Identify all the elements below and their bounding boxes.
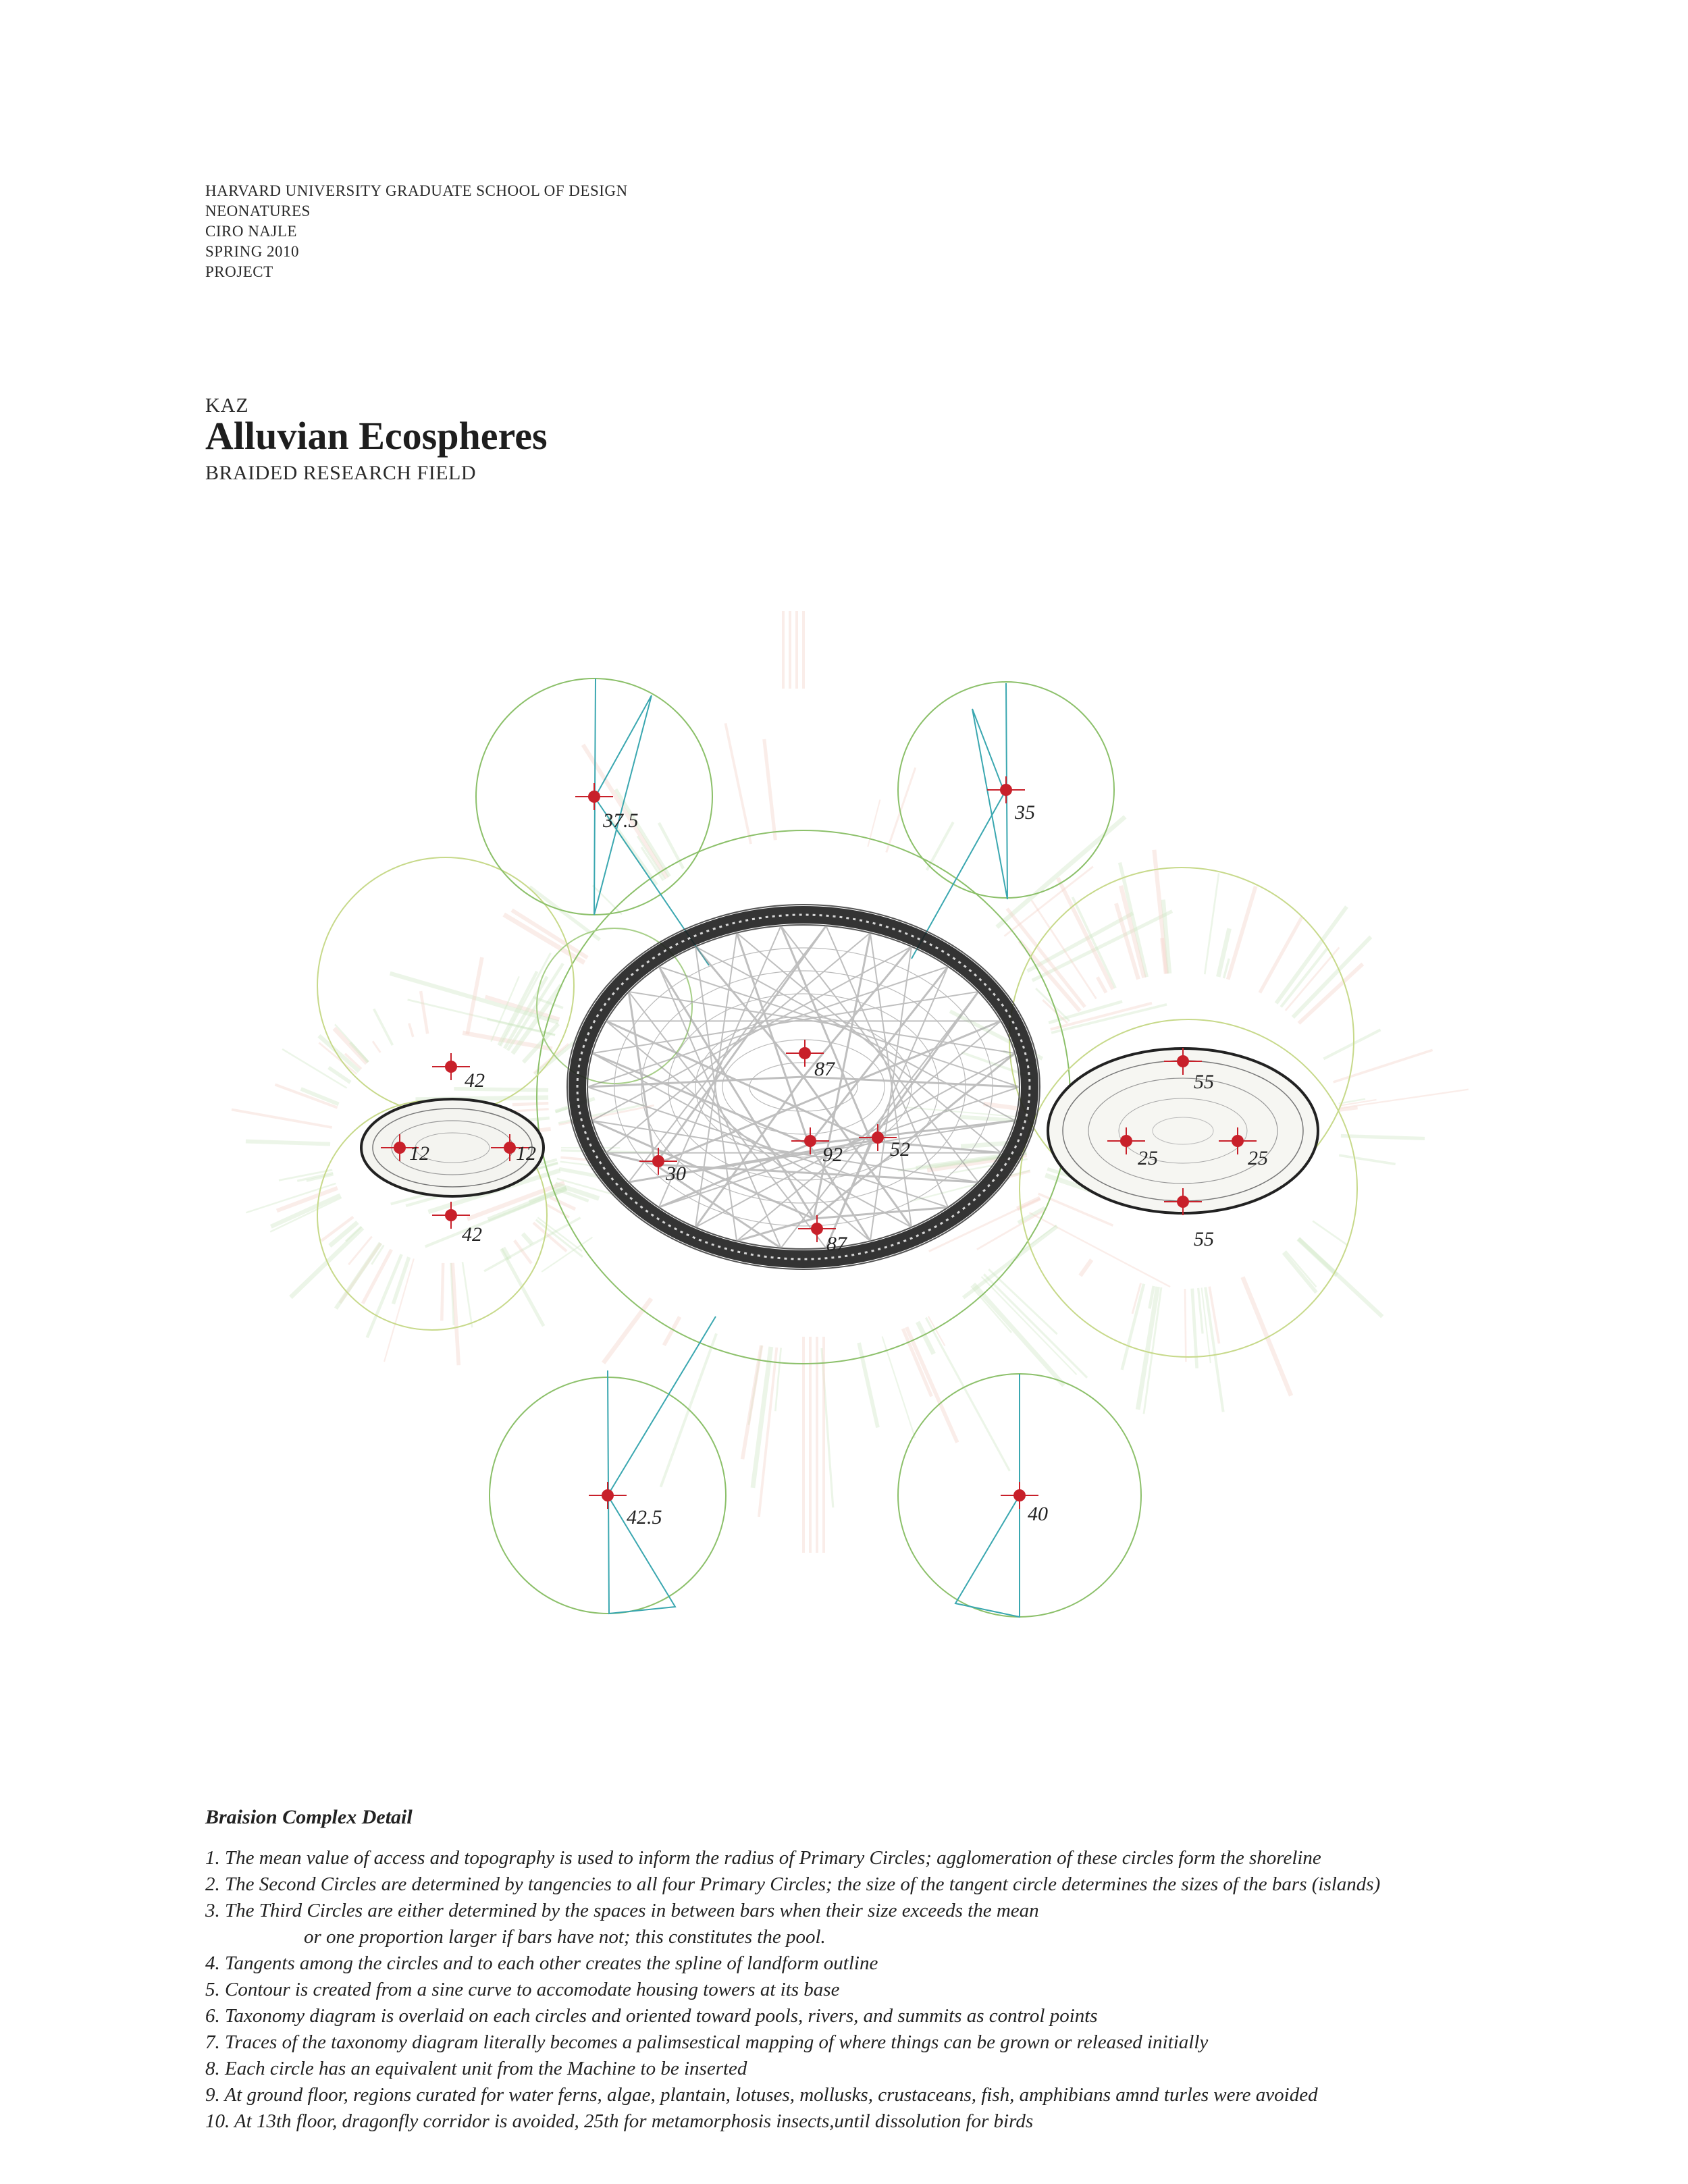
- taxonomy-ray: [421, 991, 427, 1034]
- node-marker: [588, 791, 600, 803]
- taxonomy-ray: [1339, 1155, 1395, 1164]
- taxonomy-ray: [363, 1250, 391, 1304]
- taxonomy-ray: [764, 739, 776, 840]
- institution-header: [205, 181, 628, 282]
- taxonomy-ray: [523, 1233, 532, 1244]
- taxonomy-ray: [1018, 1225, 1057, 1254]
- taxonomy-ray: [981, 1277, 1076, 1375]
- taxonomy-ray: [1058, 878, 1113, 989]
- taxonomy-ray: [463, 1262, 472, 1327]
- label-left-upper: 42: [465, 1069, 485, 1092]
- taxonomy-ray: [1284, 1252, 1317, 1292]
- header-line-instructor: CIRO NAJLE: [205, 223, 297, 240]
- node-marker: [1232, 1135, 1244, 1147]
- note-item: 9. At ground floor, regions curated for water ferns, algae, plantain, lotuses, mollusks, crustaceans, fish, amphibians amnd turles were avoided: [205, 2084, 1318, 2106]
- taxonomy-ray: [926, 1318, 1009, 1471]
- header-line-type: PROJECT: [205, 263, 273, 280]
- node-marker: [1177, 1196, 1189, 1208]
- braided-web: [587, 926, 1020, 1248]
- node-marker: [1177, 1055, 1189, 1067]
- taxonomy-ray: [246, 1142, 330, 1144]
- taxonomy-ray: [384, 1258, 414, 1362]
- header-line-term: SPRING 2010: [205, 243, 300, 260]
- label-bottom-right: 40: [1028, 1503, 1048, 1525]
- label-left-island-a: 12: [409, 1142, 429, 1165]
- taxonomy-ray: [232, 1109, 332, 1127]
- note-item: 2. The Second Circles are determined by tangencies to all four Primary Circles; the size of the tangent circle determines the sizes of the bars (islands): [205, 1873, 1381, 1895]
- taxonomy-ray: [1298, 1239, 1337, 1275]
- label-pool-top: 87: [814, 1058, 835, 1080]
- taxonomy-ray: [997, 817, 1125, 927]
- node-marker: [1013, 1489, 1026, 1501]
- note-item: 5. Contour is created from a sine curve to accomodate housing towers at its base: [205, 1979, 840, 2000]
- taxonomy-ray: [604, 1298, 652, 1363]
- taxonomy-ray: [664, 1317, 679, 1346]
- label-bottom-left: 42.5: [627, 1506, 662, 1528]
- taxonomy-ray: [1286, 1251, 1316, 1287]
- web-strand: [737, 1219, 814, 1241]
- detail-notes: [205, 1804, 1380, 2135]
- taxonomy-ray: [373, 1041, 380, 1053]
- author-name: KAZ: [205, 394, 249, 417]
- label-pool-center: 92: [822, 1144, 843, 1166]
- note-item-continuation: or one proportion larger if bars have not; this constitutes the pool.: [304, 1926, 826, 1948]
- node-marker: [652, 1155, 664, 1167]
- page-title: Alluvian Ecospheres: [205, 414, 548, 458]
- taxonomy-ray: [1051, 1005, 1167, 1033]
- node-marker: [804, 1135, 816, 1147]
- note-item: 3. The Third Circles are either determined by the spaces in between bars when their size exceeds the mean: [205, 1900, 1039, 1921]
- taxonomy-ray: [637, 836, 665, 880]
- taxonomy-ray: [512, 1103, 548, 1104]
- label-right-bottom: 55: [1194, 1228, 1214, 1250]
- taxonomy-ray: [1185, 1289, 1186, 1362]
- label-pool-bottom: 87: [826, 1233, 847, 1255]
- taxonomy-ray: [984, 1274, 1087, 1377]
- taxonomy-ray: [1122, 1284, 1144, 1370]
- header-line-studio: NEONATURES: [205, 203, 311, 219]
- node-marker: [445, 1061, 457, 1073]
- label-pool-left: 30: [666, 1163, 686, 1185]
- circle-left-upper: [317, 857, 574, 1114]
- taxonomy-ray: [661, 1333, 716, 1487]
- node-marker: [445, 1209, 457, 1221]
- taxonomy-ray: [887, 768, 916, 852]
- taxonomy-ray: [374, 1009, 393, 1045]
- taxonomy-ray: [1020, 940, 1080, 1011]
- taxonomy-ray: [1242, 1277, 1291, 1396]
- note-item: 7. Traces of the taxonomy diagram literally becomes a palimsestical mapping of where things can be grown or released initially: [205, 2031, 1209, 2053]
- note-item: 1. The mean value of access and topography is used to inform the radius of Primary Circles; agglomeration of these circles form the shoreline: [205, 1847, 1321, 1869]
- taxonomy-ray: [1313, 1221, 1347, 1245]
- taxonomy-ray: [246, 1183, 336, 1213]
- taxonomy-ray: [512, 910, 587, 958]
- taxonomy-ray: [329, 1067, 350, 1082]
- taxonomy-ray: [1205, 1287, 1223, 1412]
- taxonomy-ray: [1080, 1260, 1092, 1276]
- radius-bottom-left: [608, 1370, 675, 1614]
- label-right-right: 25: [1248, 1147, 1268, 1169]
- page-subtitle: BRAIDED RESEARCH FIELD: [205, 462, 477, 484]
- taxonomy-ray: [1218, 928, 1229, 977]
- note-item: 10. At 13th floor, dragonfly corridor is avoided, 25th for metamorphosis insects,until dissolution for birds: [205, 2110, 1034, 2132]
- note-item: 6. Taxonomy diagram is overlaid on each circles and oriented toward pools, rivers, and summits as control points: [205, 2005, 1098, 2027]
- header-line-school: HARVARD UNIVERSITY GRADUATE SCHOOL OF DESIGN: [205, 182, 628, 199]
- taxonomy-ray: [409, 1023, 413, 1037]
- taxonomy-ray: [907, 1327, 957, 1443]
- label-left-lower: 42: [462, 1223, 482, 1246]
- note-item: 4. Tangents among the circles and to each other creates the spline of landform outline: [205, 1952, 878, 1974]
- label-right-left: 25: [1138, 1147, 1158, 1169]
- taxonomy-ray: [1260, 917, 1302, 993]
- taxonomy-ray: [442, 1263, 443, 1321]
- node-marker: [872, 1131, 884, 1144]
- taxonomy-ray: [725, 723, 751, 844]
- label-top-left: 37.5: [603, 809, 639, 832]
- taxonomy-ray: [659, 823, 683, 869]
- taxonomy-ray: [1097, 977, 1106, 992]
- node-marker: [811, 1223, 823, 1235]
- taxonomy-ray: [393, 1257, 408, 1304]
- web-strand: [606, 1153, 655, 1165]
- web-strand: [695, 947, 803, 1077]
- taxonomy-ray: [542, 1237, 592, 1272]
- web-strand: [814, 1207, 948, 1219]
- taxonomy-ray: [1029, 1213, 1170, 1287]
- taxonomy-ray: [1228, 886, 1256, 980]
- taxonomy-ray: [275, 1084, 337, 1107]
- node-marker: [504, 1142, 516, 1154]
- node-marker: [602, 1489, 614, 1501]
- note-item: 8. Each circle has an equivalent unit from the Machine to be inserted: [205, 2058, 747, 2079]
- taxonomy-ray: [1205, 873, 1219, 974]
- label-right-top: 55: [1194, 1071, 1214, 1093]
- node-marker: [1000, 784, 1012, 796]
- taxonomy-ray: [1323, 1030, 1380, 1059]
- taxonomy-ray: [593, 886, 622, 915]
- label-left-island-b: 12: [516, 1142, 536, 1165]
- taxonomy-ray: [1340, 1090, 1469, 1109]
- taxonomy-ray: [964, 1227, 1057, 1298]
- taxonomy-ray: [270, 1198, 342, 1232]
- taxonomy-ray: [974, 1284, 1064, 1385]
- node-marker: [1120, 1135, 1132, 1147]
- central-pool: [567, 905, 1040, 1269]
- ecosphere-diagram: [0, 608, 1688, 1688]
- taxonomy-ray: [504, 915, 584, 963]
- taxonomy-ray: [882, 1337, 916, 1438]
- taxonomy-ray: [1341, 1136, 1425, 1138]
- taxonomy-ray: [1281, 948, 1327, 1007]
- label-pool-right: 52: [890, 1138, 910, 1161]
- tangent-line-c: [608, 1316, 716, 1495]
- taxonomy-ray: [1334, 1050, 1433, 1082]
- notes-heading: Braision Complex Detail: [205, 1806, 413, 1828]
- node-marker: [799, 1047, 811, 1059]
- taxonomy-ray: [319, 1036, 359, 1071]
- node-marker: [394, 1142, 406, 1154]
- taxonomy-ray: [971, 1286, 1011, 1333]
- label-top-right: 35: [1015, 801, 1035, 824]
